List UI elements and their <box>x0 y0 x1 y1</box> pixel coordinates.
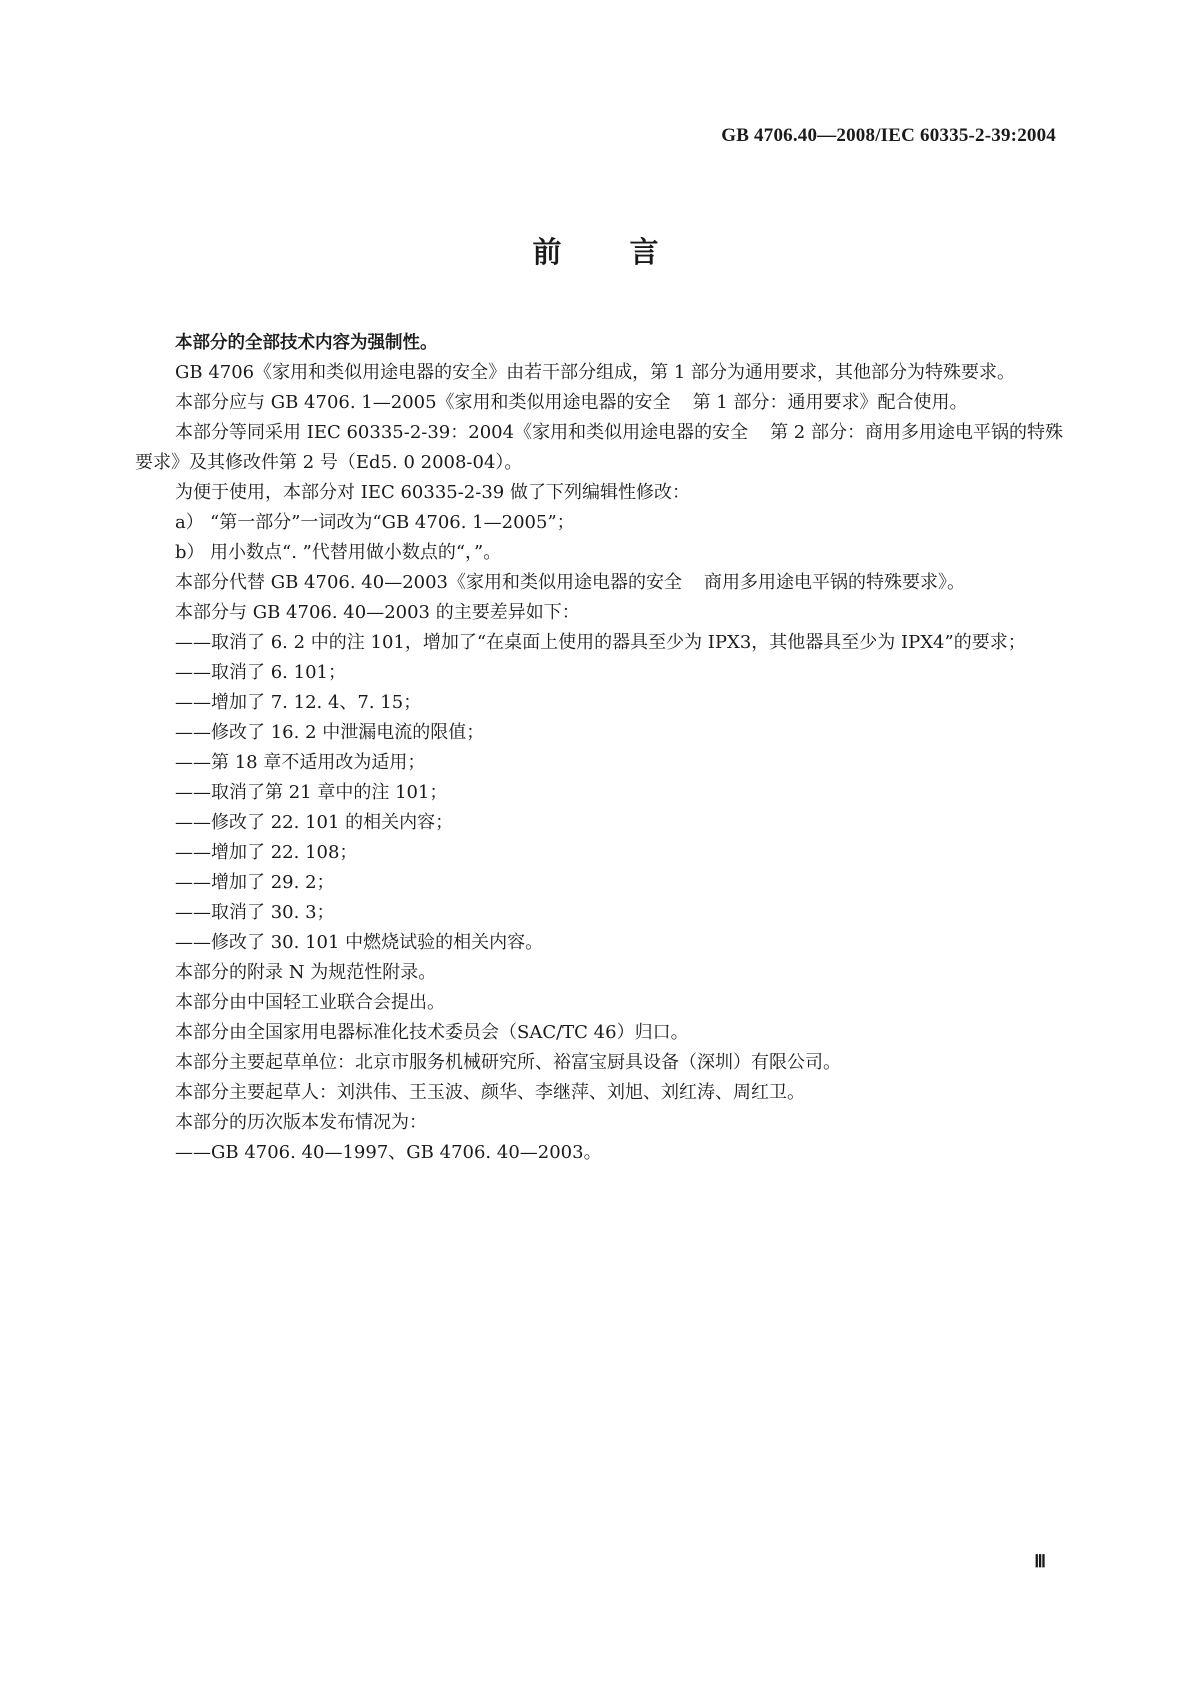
title-char-2: 言 <box>629 235 659 269</box>
list-item-text: 用小数点“. ”代替用做小数点的“，”。 <box>210 542 502 563</box>
paragraph-use-with <box>135 388 1063 418</box>
paragraph-annex: 本部分的附录 N 为规范性附录。 <box>175 962 437 983</box>
difference-item: ——增加了 29. 2； <box>175 872 335 893</box>
list-item <box>135 538 1063 568</box>
difference-item: ——增加了 22. 108； <box>175 842 358 863</box>
text-segment: 本部分应与 GB 4706. 1—2005《家用和类似用途电器的安全 <box>175 392 671 413</box>
version-history-item: ——GB 4706. 40—1997、GB 4706. 40—2003。 <box>175 1142 602 1163</box>
difference-item: ——修改了 16. 2 中泄漏电流的限值； <box>175 722 485 743</box>
paragraph-proposer: 本部分由中国轻工业联合会提出。 <box>175 992 445 1013</box>
paragraph-series-intro: GB 4706《家用和类似用途电器的安全》由若干部分组成，第 1 部分为通用要求，其他部分为特殊要求。 <box>175 362 1016 383</box>
foreword-body <box>135 328 1063 1168</box>
paragraph-replaces <box>135 568 1063 598</box>
paragraph-drafters: 本部分主要起草人：刘洪伟、王玉波、颜华、李继萍、刘旭、刘红涛、周红卫。 <box>175 1082 805 1103</box>
page-title <box>0 230 1191 271</box>
paragraph-editorial-changes: 为便于使用，本部分对 IEC 60335-2-39 做了下列编辑性修改： <box>175 482 690 503</box>
page-number: Ⅲ <box>1034 1552 1046 1571</box>
paragraph-committee: 本部分由全国家用电器标准化技术委员会（SAC/TC 46）归口。 <box>175 1022 689 1043</box>
difference-item: ——取消了第 21 章中的注 101； <box>175 782 448 803</box>
list-marker: b） <box>175 542 205 563</box>
paragraph-differences-intro: 本部分与 GB 4706. 40—2003 的主要差异如下： <box>175 602 580 623</box>
text-segment: 第 1 部分：通用要求》配合使用。 <box>692 392 968 413</box>
difference-item: ——取消了 6. 2 中的注 101，增加了“在桌面上使用的器具至少为 IPX3，其他器具至少为 IPX4”的要求； <box>175 632 1026 653</box>
standard-number-header: GB 4706.40—2008/IEC 60335-2-39:2004 <box>721 125 1056 146</box>
difference-item: ——第 18 章不适用改为适用； <box>175 752 426 773</box>
difference-item: ——取消了 6. 101； <box>175 662 346 683</box>
text-segment: 第 2 部分：商用多用途电平锅的特殊要求》及其修改件第 2 号（Ed5. 0 2008-04）。 <box>135 422 1063 473</box>
difference-item: ——修改了 30. 101 中燃烧试验的相关内容。 <box>175 932 544 953</box>
list-item-text: “第一部分”一词改为“GB 4706. 1—2005”； <box>210 512 575 533</box>
mandatory-statement: 本部分的全部技术内容为强制性。 <box>175 333 438 353</box>
title-char-1: 前 <box>532 235 562 269</box>
paragraph-version-history: 本部分的历次版本发布情况为： <box>175 1112 427 1133</box>
difference-item: ——取消了 30. 3； <box>175 902 335 923</box>
text-segment: 本部分等同采用 IEC 60335-2-39：2004《家用和类似用途电器的安全 <box>175 422 749 443</box>
paragraph-drafting-units: 本部分主要起草单位：北京市服务机械研究所、裕富宝厨具设备（深圳）有限公司。 <box>175 1052 841 1073</box>
paragraph-identical-adoption <box>135 418 1063 478</box>
list-item <box>135 508 1063 538</box>
list-marker: a） <box>175 512 204 533</box>
text-segment: 商用多用途电平锅的特殊要求》。 <box>704 572 966 593</box>
difference-item: ——增加了 7. 12. 4、7. 15； <box>175 692 422 713</box>
text-segment: 本部分代替 GB 4706. 40—2003《家用和类似用途电器的安全 <box>175 572 683 593</box>
difference-item: ——修改了 22. 101 的相关内容； <box>175 812 454 833</box>
